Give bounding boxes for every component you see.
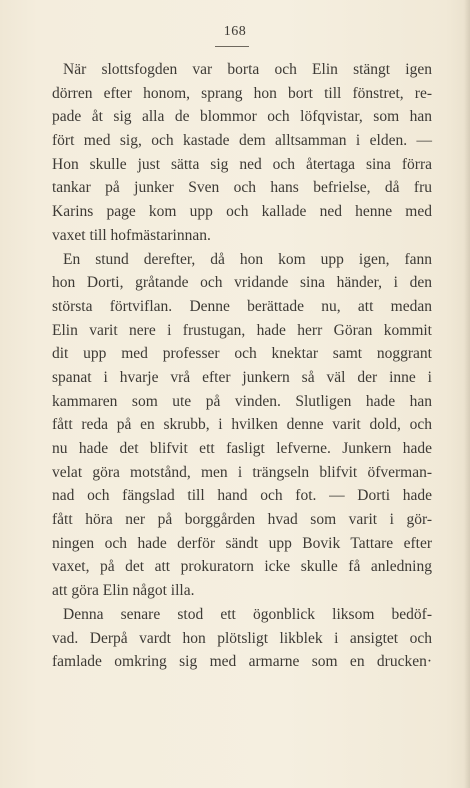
text-line: största förtviflan. Denne berättade nu, att medan: [52, 297, 432, 315]
text-line: spanat i hvarje vrå efter junkern så väl der inne i: [52, 368, 432, 386]
text-line: dörren efter honom, sprang hon bort till fönstret, re-: [52, 84, 432, 102]
text-line: Denna senare stod ett ögonblick liksom bedöf-: [63, 605, 432, 623]
text-line: pade åt sig alla de blommor och löfqvistar, som han: [52, 108, 432, 126]
text-line: En stund derefter, då hon kom upp igen, fann: [63, 250, 432, 268]
page-number-rule: [215, 46, 249, 47]
text-line: När slottsfogden var borta och Elin stängt igen: [63, 61, 432, 78]
text-line: velat göra motstånd, men i trängseln blifvit öfverman-: [52, 463, 432, 481]
text-line: fört med sig, och kastade dem alltsamman i elden. —: [52, 132, 432, 150]
text-line: dit upp med professer och knektar samt noggrant: [52, 345, 432, 363]
text-line: fått höra ner på borggården hvad som varit i gör-: [52, 511, 432, 529]
body-text: [52, 58, 432, 674]
text-line: ningen och hade derför sändt upp Bovik Tattare efter: [52, 534, 432, 552]
text-line: Elin varit nere i frustugan, hade herr Göran kommit: [52, 321, 432, 339]
page-edge-shadow: [464, 0, 470, 788]
text-line: vaxet till hofmästarinnan.: [52, 226, 211, 244]
text-line: nad och fängslad till hand och fot. — Dorti hade: [52, 487, 432, 505]
text-line: Karins page kom upp och kallade ned henne med: [52, 203, 432, 221]
text-line: fått reda på en skrubb, i hvilken denne varit dold, och: [52, 416, 432, 434]
text-line: hon Dorti, gråtande och vridande sina händer, i den: [52, 274, 432, 292]
page-number: 168: [223, 24, 247, 39]
text-line: nu hade det blifvit ett fasligt lefverne. Junkern hade: [52, 440, 432, 457]
text-line: Hon skulle just sätta sig ned och återtaga sina förra: [52, 155, 432, 173]
text-line: vad. Derpå vardt hon plötsligt likblek i ansigtet och: [52, 629, 432, 647]
text-line: tankar på junker Sven och hans befrielse, då fru: [52, 179, 432, 197]
text-line: famlade omkring sig med armarne som en drucken·: [52, 653, 432, 671]
text-line: att göra Elin något illa.: [52, 582, 195, 600]
text-line: vaxet, på det att prokuratorn icke skulle få anledning: [52, 558, 432, 576]
text-line: kammaren som ute på vinden. Slutligen hade han: [52, 392, 432, 410]
